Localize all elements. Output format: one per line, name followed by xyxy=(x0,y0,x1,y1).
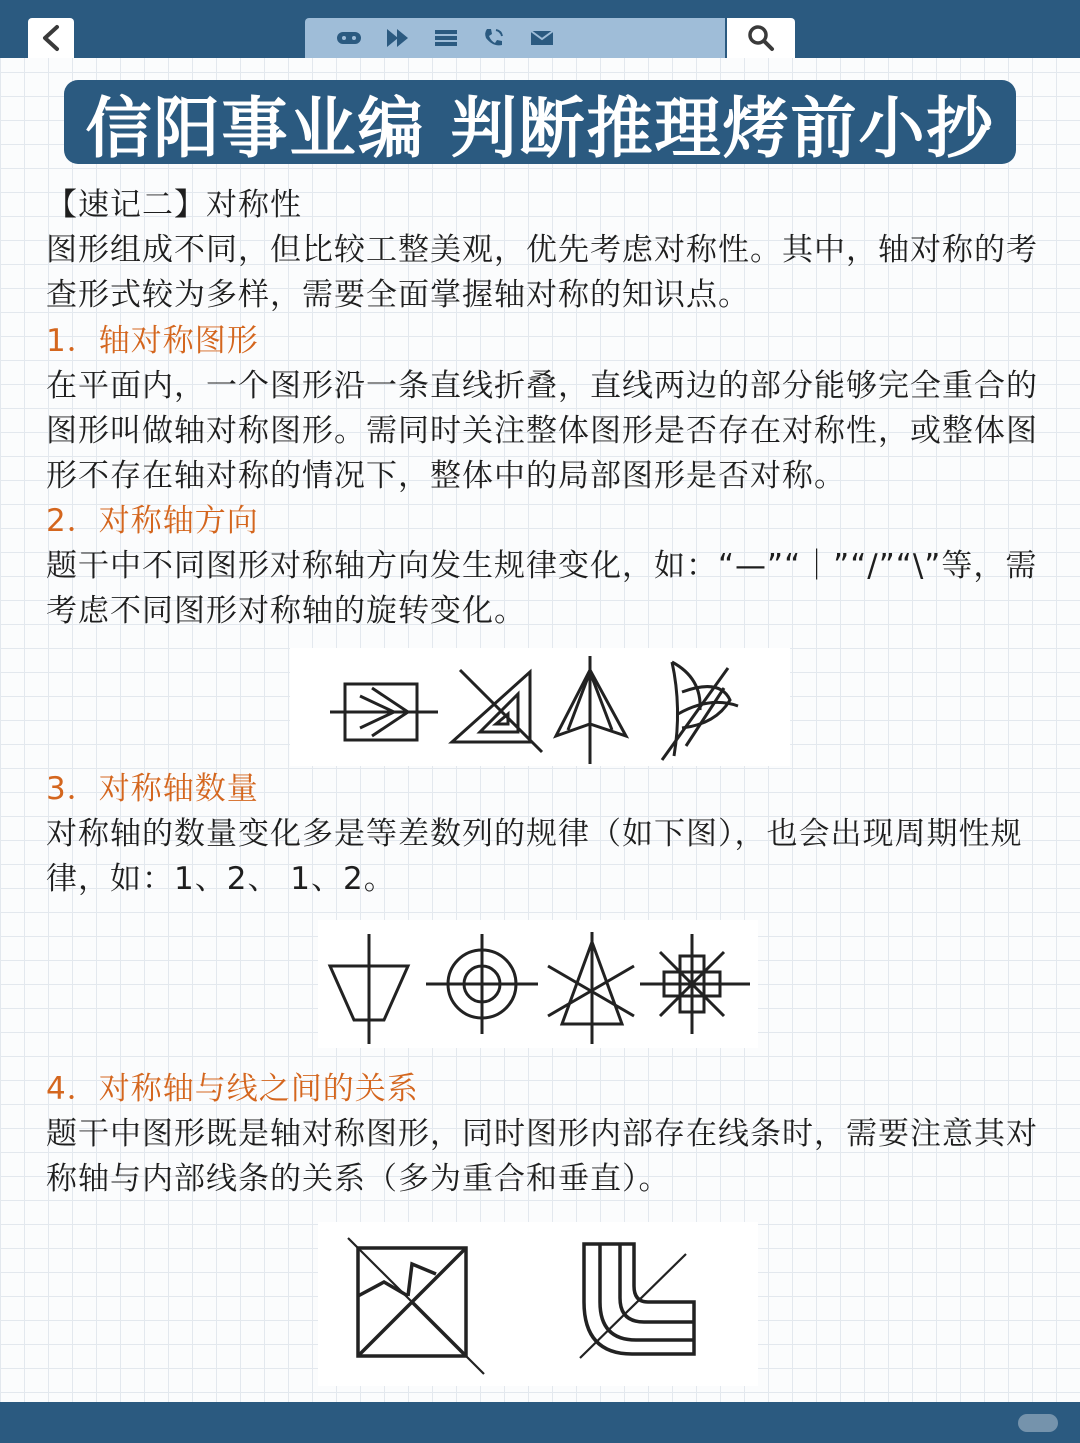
figure-arrow-box xyxy=(330,684,438,740)
figure-l-shape xyxy=(580,1244,694,1358)
search-button[interactable] xyxy=(727,18,795,58)
figure-snowflake xyxy=(640,934,750,1034)
section-text: 对称轴的数量变化多是等差数列的规律（如下图），也会出现周期性规律，如：1、2、 1、2。 xyxy=(46,816,1023,897)
section-3 xyxy=(46,767,1038,902)
section-1 xyxy=(46,319,1038,499)
intro-label: 【速记二】对称性 xyxy=(46,187,302,223)
back-button[interactable] xyxy=(28,18,74,58)
mail-icon[interactable] xyxy=(529,28,555,48)
phone-icon[interactable] xyxy=(481,26,507,50)
chevron-left-icon xyxy=(39,23,63,53)
figure-curves xyxy=(662,662,738,760)
section-heading: 3．对称轴数量 xyxy=(46,771,259,807)
section-text: 题干中图形既是轴对称图形，同时图形内部存在线条时，需要注意其对称轴与内部线条的关系（多为重合和垂直）。 xyxy=(46,1116,1038,1197)
section-4 xyxy=(46,1067,1038,1202)
figure-star-triangle xyxy=(548,932,634,1044)
top-bar xyxy=(0,0,1080,58)
intro-block xyxy=(46,183,1038,318)
section-heading: 1．轴对称图形 xyxy=(46,323,259,359)
section-heading: 4．对称轴与线之间的关系 xyxy=(46,1071,419,1107)
list-icon[interactable] xyxy=(433,27,459,49)
bottom-bar xyxy=(0,1402,1080,1443)
figure-triangles xyxy=(452,670,542,752)
watermark-badge xyxy=(1018,1414,1058,1432)
figure-square-triangles xyxy=(348,1238,484,1374)
section-2 xyxy=(46,499,1038,634)
fast-forward-icon[interactable] xyxy=(385,27,411,49)
axis-lines-figure xyxy=(318,1222,758,1386)
toolbar-pill xyxy=(305,18,725,58)
figure-circle xyxy=(426,934,538,1034)
title-banner xyxy=(64,80,1016,167)
game-controller-icon[interactable] xyxy=(335,28,363,48)
axis-direction-figure xyxy=(290,648,790,766)
intro-text: 图形组成不同，但比较工整美观，优先考虑对称性。其中，轴对称的考查形式较为多样，需要全面掌握轴对称的知识点。 xyxy=(46,232,1038,313)
section-text: 题干中不同图形对称轴方向发生规律变化，如：“—”“｜”“/”“\”等，需考虑不同图形对称轴的旋转变化。 xyxy=(46,548,1038,629)
figure-kite xyxy=(556,656,626,764)
figure-trapezoid xyxy=(330,934,408,1044)
search-icon xyxy=(746,23,776,53)
axis-count-figure xyxy=(318,920,758,1048)
section-text: 在平面内，一个图形沿一条直线折叠，直线两边的部分能够完全重合的图形叫做轴对称图形。需同时关注整体图形是否存在对称性，或整体图形不存在轴对称的情况下，整体中的局部图形是否对称。 xyxy=(46,368,1038,494)
page-title: 信阳事业编 判断推理烤前小抄 xyxy=(85,89,995,167)
section-heading: 2．对称轴方向 xyxy=(46,503,259,539)
